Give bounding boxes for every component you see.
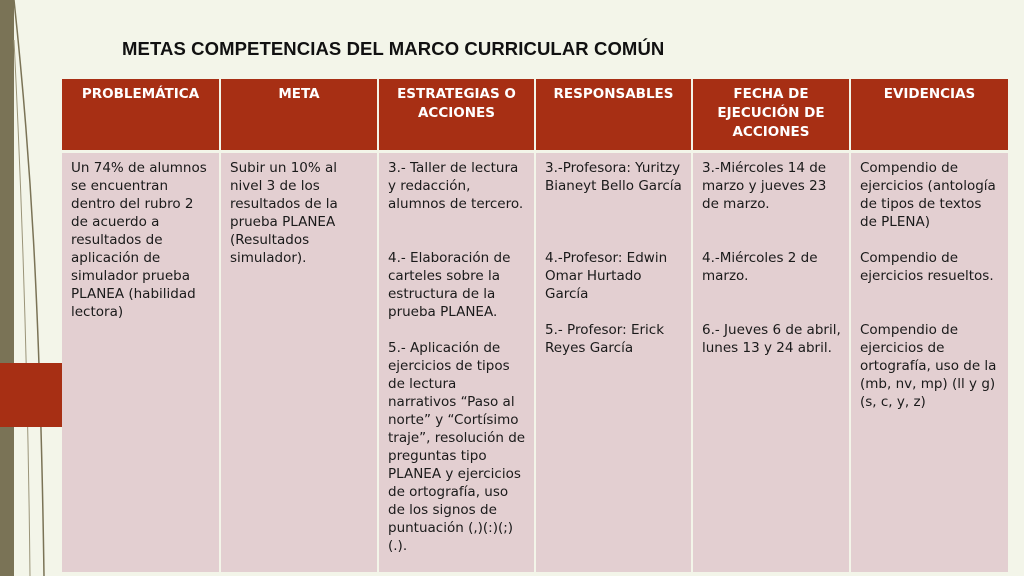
header-evidencias: EVIDENCIAS: [850, 79, 1008, 152]
problematica-text: Un 74% de alumnos se encuentran dentro del rubro 2 de acuerdo a resultados de aplicación de simulador prueba PLANEA (habilidad lectora): [71, 160, 207, 320]
estrategia-item: 3.- Taller de lectura y redacción, alumnos de tercero.: [388, 160, 524, 212]
responsable-item: 3.-Profesora: Yuritzy Bianeyt Bello García: [545, 160, 682, 194]
responsable-item: 5.- Profesor: Erick Reyes García: [545, 322, 665, 356]
header-problematica: PROBLEMÁTICA: [62, 79, 220, 152]
header-meta: META: [220, 79, 378, 152]
meta-text: Subir un 10% al nivel 3 de los resultados de la prueba PLANEA (Resultados simulador).: [230, 160, 338, 266]
estrategia-item: 5.- Aplicación de ejercicios de tipos de lectura narrativos “Paso al norte” y “Cortísimo traje”, resolución de preguntas tipo PLANEA y ejercicios de ortografía, uso de los signos de puntuación (,)(:)(;)(.).: [388, 340, 526, 554]
estrategia-item: 4.- Elaboración de carteles sobre la estructura de la prueba PLANEA.: [388, 250, 511, 320]
header-responsables: RESPONSABLES: [535, 79, 692, 152]
responsable-item: 4.-Profesor: Edwin Omar Hurtado García: [545, 250, 668, 302]
red-accent-tab: [0, 363, 64, 427]
decorative-lines: [0, 0, 70, 576]
cell-fechas: [692, 152, 850, 572]
goals-table: [62, 79, 1008, 572]
fecha-item: 4.-Miércoles 2 de marzo.: [702, 250, 818, 284]
cell-evidencias: [850, 152, 1008, 572]
fecha-item: 3.-Miércoles 14 de marzo y jueves 23 de marzo.: [702, 160, 827, 212]
evidencia-item: Compendio de ejercicios resueltos.: [860, 250, 994, 284]
evidencia-item: Compendio de ejercicios de ortografía, uso de la (mb, nv, mp) (ll y g) (s, c, y, z): [860, 322, 997, 410]
cell-estrategias: [378, 152, 535, 572]
cell-problematica: [62, 152, 220, 572]
header-estrategias: ESTRATEGIAS O ACCIONES: [378, 79, 535, 152]
header-fecha: FECHA DE EJECUCIÓN DE ACCIONES: [692, 79, 850, 152]
cell-meta: [220, 152, 378, 572]
cell-responsables: [535, 152, 692, 572]
fecha-item: 6.- Jueves 6 de abril, lunes 13 y 24 abril.: [702, 322, 841, 356]
table-row: [62, 152, 1008, 572]
table-header-row: [62, 79, 1008, 152]
evidencia-item: Compendio de ejercicios (antología de tipos de textos de PLENA): [860, 160, 996, 230]
page-title: METAS COMPETENCIAS DEL MARCO CURRICULAR COMÚN: [122, 38, 665, 59]
